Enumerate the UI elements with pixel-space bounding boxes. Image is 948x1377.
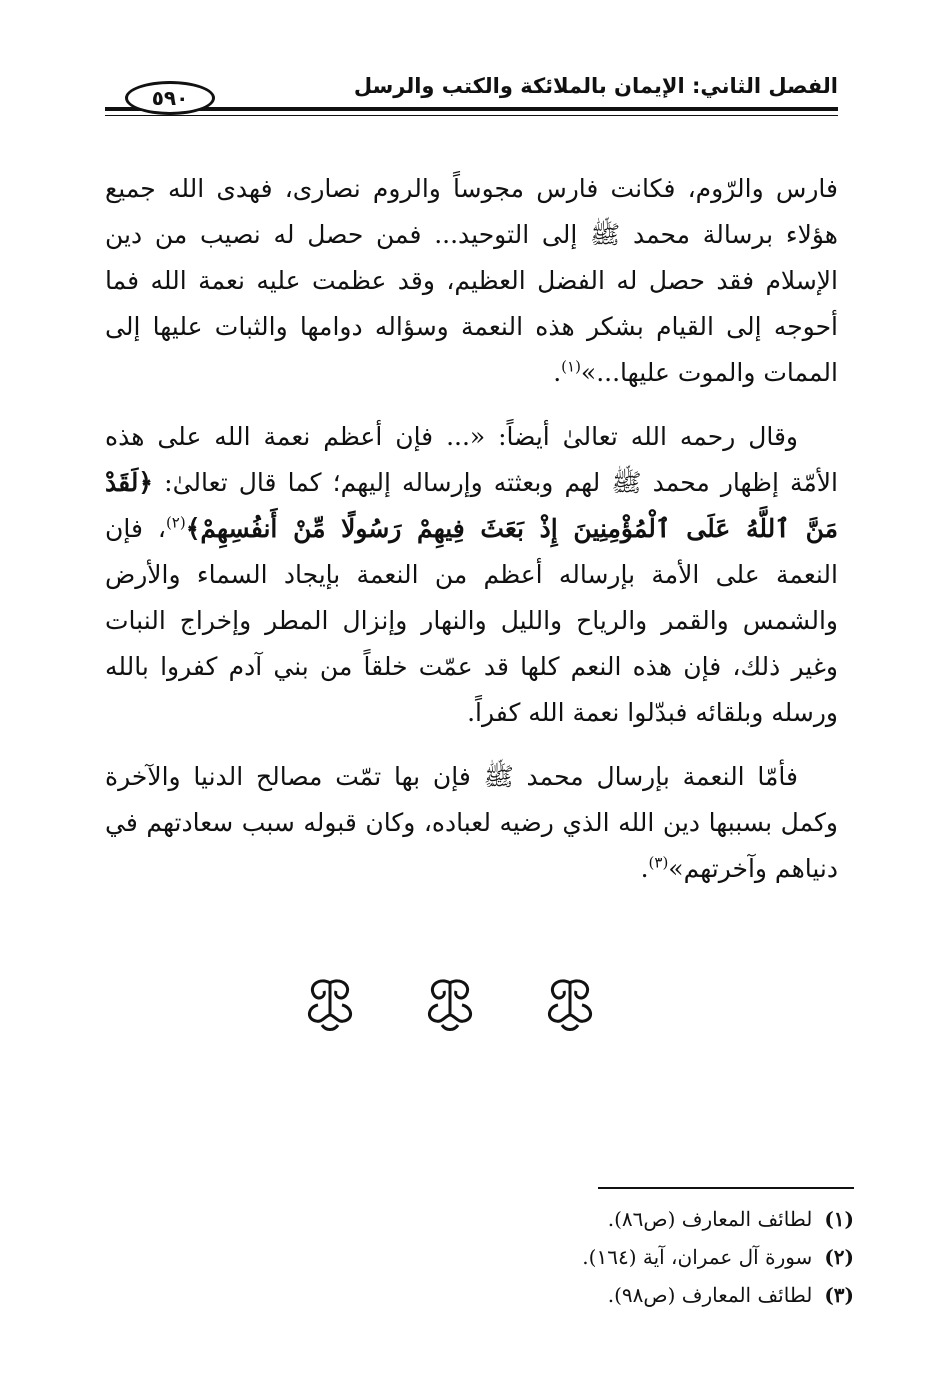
page-number: ٥٩٠ [125,81,215,115]
footnote-text: لطائف المعارف (ص٩٨). [607,1283,813,1307]
footnote-text: سورة آل عمران، آية (١٦٤). [582,1245,813,1269]
chapter-title: الفصل الثاني: الإيمان بالملائكة والكتب والرسل [353,74,838,98]
footnote-2 [454,1238,854,1276]
footnote-3 [454,1276,854,1314]
footnotes [454,1200,854,1314]
footnote-number: (١) [824,1207,854,1231]
section-divider-ornaments [300,975,600,1035]
paragraph-2-text: وقال رحمه الله تعالىٰ أيضاً: «... فإن أعظم نعمة الله على هذه الأمّة إظهار محمد ﷺ لهم وبعثته وإرساله إليهم؛ كما قال تعالىٰ: [105,422,838,497]
flourish-ornament-icon [300,975,360,1035]
paragraph-1 [105,166,838,396]
footnote-separator [598,1187,854,1189]
footnote-ref-3: (٣) [648,853,669,872]
footnote-number: (٣) [824,1283,854,1307]
header-rule-thin [105,115,838,116]
main-text [105,166,838,910]
paragraph-3-end: . [640,854,649,883]
paragraph-1-text: فارس والرّوم، فكانت فارس مجوساً والروم نصارى، فهدى الله جميع هؤلاء برسالة محمد ﷺ إلى التوحيد... فمن حصل له نصيب من دين الإسلام فقد حصل له الفضل العظيم، وقد عظمت عليه نعمة الله فما أحوجه إلى القيام بشكر هذه النعمة وسؤاله دوامها والثبات عليها إلى الممات والموت عليها...» [105,174,838,387]
footnote-1 [454,1200,854,1238]
running-header [105,66,838,126]
flourish-ornament-icon [420,975,480,1035]
flourish-ornament-icon [540,975,600,1035]
paragraph-3 [105,754,838,892]
paragraph-3-text: فأمّا النعمة بإرسال محمد ﷺ فإن بها تمّت مصالح الدنيا والآخرة وكمل بسببها دين الله الذي رضيه لعباده، وكان قبوله سبب سعادتهم في دنياهم وآخرتهم» [105,762,838,883]
quran-verse: ﴿لَقَدْ مَنَّ ٱللَّهُ عَلَى ٱلْمُؤْمِنِينَ إِذْ بَعَثَ فِيهِمْ رَسُولًا مِّنْ أَنفُسِهِمْ﴾ [105,468,839,543]
footnote-ref-2: (٢) [165,513,186,532]
footnote-text: لطائف المعارف (ص٨٦). [607,1207,813,1231]
paragraph-2-rest: ، فإن النعمة على الأمة بإرساله أعظم من النعمة بإيجاد السماء والأرض والشمس والقمر والرياح والليل والنهار وإنزال المطر وإخراج النبات وغير ذلك، فإن هذه النعم كلها قد عمّت خلقاً من بني آدم كفروا بالله ورسله وبلقائه فبدّلوا نعمة الله كفراً. [105,514,838,727]
footnote-ref-1: (١) [561,357,581,376]
footnote-number: (٢) [824,1245,854,1269]
paragraph-1-end: . [553,358,562,387]
paragraph-2 [105,414,838,736]
header-rule-thick [105,107,838,111]
